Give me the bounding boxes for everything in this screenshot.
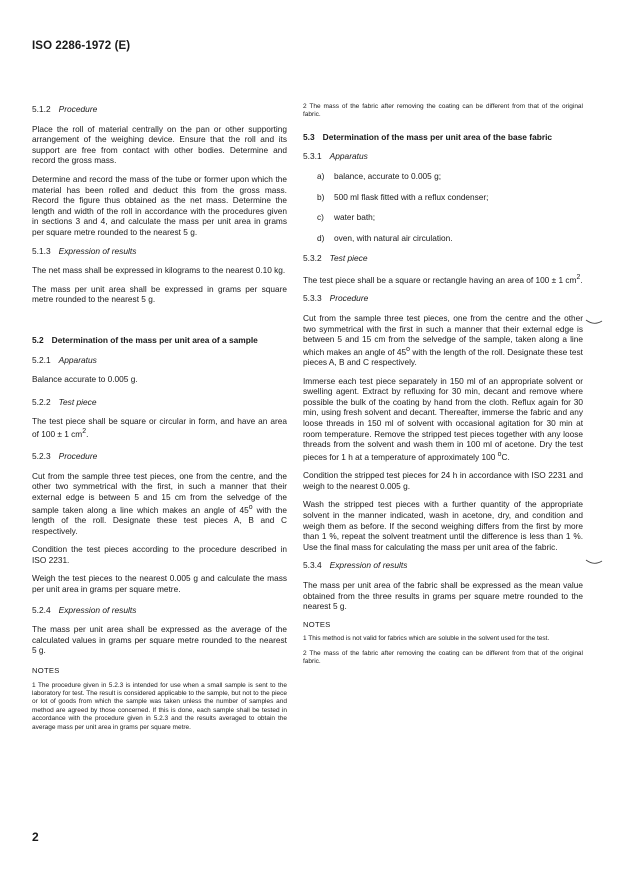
heading-number: 5.3.4 — [303, 560, 322, 571]
heading-5-3-2 — [303, 253, 583, 264]
list-text: oven, with natural air circulation. — [334, 232, 453, 243]
paragraph: Condition the stripped test pieces for 24 h in accordance with ISO 2231 and weigh to the nearest 0.005 g. — [303, 470, 583, 491]
paragraph: Weigh the test pieces to the nearest 0.005 g and calculate the mass per unit area in grams per square metre. — [32, 573, 287, 594]
heading-number: 5.2.3 — [32, 451, 51, 462]
list-item — [317, 171, 583, 182]
list-item — [317, 192, 583, 203]
paragraph: The net mass shall be expressed in kilograms to the nearest 0.10 kg. — [32, 265, 286, 276]
note: 2 The mass of the fabric after removing the coating can be different from that of the original fabric. — [303, 649, 583, 666]
note: 2 The mass of the fabric after removing the coating can be different from that of the original fabric. — [303, 103, 583, 119]
heading-number: 5.2.4 — [32, 604, 51, 615]
list-label: c) — [317, 212, 324, 223]
heading-number: 5.2 — [32, 334, 44, 345]
heading-5-2-4 — [32, 605, 287, 616]
notes-label: NOTES — [303, 619, 331, 629]
heading-5-3-3 — [303, 293, 583, 304]
heading-number: 5.1.2 — [32, 104, 51, 114]
margin-mark — [585, 318, 603, 326]
left-column — [32, 104, 287, 738]
heading-number: 5.2.1 — [32, 354, 51, 365]
list-label: a) — [317, 171, 325, 181]
paragraph: Place the roll of material centrally on the pan or other supporting arrangement of the weighing device. Ensure that the roll and its support are free from contact with other bodies. Determine and record the gross mass. — [32, 123, 287, 166]
paragraph: The test piece shall be square or circular in form, and have an area of 100 ± 1 $cm^2$. — [32, 416, 287, 439]
paragraph: Condition the test pieces according to the procedure described in ISO 2231. — [32, 544, 287, 565]
heading-5-1-3 — [32, 246, 287, 257]
heading-5-1-2 — [32, 104, 287, 115]
heading-title: Test piece — [58, 396, 97, 407]
notes-label: NOTES — [32, 665, 60, 675]
heading-number: 5.3.2 — [303, 253, 322, 264]
heading-number: 5.3 — [303, 131, 315, 142]
paragraph: Cut from the sample three test pieces, one from the centre, and the other two symmetrical with the first, in such a manner that their external edge is between 5 and 15 cm from the selvedge of the sample taken along a line which makes an angle of 45$^o$ with the length of the roll. Designate these test pieces A, B and C respectively. — [32, 470, 287, 536]
list-text: 500 ml flask fitted with a reflux condenser; — [334, 191, 489, 202]
paragraph: Determine and record the mass of the tube or former upon which the material has been rolled and deduct this from the gross mass. Record the figure thus obtained as the net mass. Determine the length and width of the roll in accordance with the procedures given in sections 3 and 4, and calculate the mass per unit area in grams per square metre rounded to the nearest 5 g. — [32, 173, 287, 237]
heading-title: Test piece — [329, 253, 368, 264]
margin-mark — [585, 558, 603, 566]
heading-title: Determination of the mass per unit area of a sample — [51, 334, 258, 345]
paragraph: Wash the stripped test pieces with a further quantity of the appropriate solvent in the manner indicated, wash in acetone, dry, and condition and weigh them as before. If the second weighing differs from the first by more than 1 %, repeat the solvent treatment until the difference is less than 1 %. Use the final mass for calculating the mass per unit area of the fabric. — [303, 499, 583, 552]
heading-5-3 — [303, 132, 583, 143]
apparatus-list — [303, 171, 583, 243]
list-label: b) — [317, 191, 325, 202]
heading-number: 5.1.3 — [32, 245, 51, 256]
heading-5-2 — [32, 335, 287, 346]
heading-title: Apparatus — [58, 354, 97, 365]
heading-title: Determination of the mass per unit area of the base fabric — [322, 131, 553, 142]
heading-5-2-1 — [32, 355, 287, 366]
heading-5-2-3 — [32, 451, 287, 462]
heading-title: Expression of results — [58, 245, 137, 256]
heading-title: Procedure — [58, 451, 98, 462]
list-text: water bath; — [334, 212, 376, 223]
heading-number: 5.2.2 — [32, 396, 51, 407]
heading-5-3-4 — [303, 560, 583, 571]
heading-number: 5.3.1 — [303, 151, 322, 162]
paragraph: The test piece shall be a square or rectangle having an area of 100 ± 1 $cm^2$. — [303, 273, 583, 285]
list-item — [317, 212, 583, 223]
heading-5-2-2 — [32, 397, 287, 408]
paragraph: The mass per unit area shall be expressed in grams per square metre rounded to the nearest 5 g. — [32, 283, 287, 305]
heading-title: Expression of results — [329, 560, 408, 571]
list-label: d) — [317, 232, 325, 243]
right-column — [303, 103, 583, 673]
paragraph: The mass per unit area of the fabric shall be expressed as the mean value obtained from the three results in grams per square metre rounded to the nearest 5 g. — [303, 579, 583, 612]
note: 1 This method is not valid for fabrics which are soluble in the solvent used for the test. — [303, 635, 550, 643]
list-text: balance, accurate to 0.005 g; — [334, 171, 442, 181]
paragraph: Immerse each test piece separately in 150 ml of an appropriate solvent or swelling agent. Extract by refluxing for 30 min, decant and remove where possible the bulk of the coating by hand from the cloth. Reflux again for 30 min, using fresh solvent and decant. Thereafter, immerse the fabric and any loose threads in 150 ml of solvent with occasional agitation for 30 min at room temperature. Remove the stripped test pieces together with any loose threads from the solvent and wash them in 100 ml of acetone. Dry the test pieces for 1 h at a temperature of approximately 100 $^o$C. — [303, 375, 583, 462]
heading-number: 5.3.3 — [303, 293, 322, 304]
note: 1 The procedure given in 5.2.3 is intended for use when a small sample is sent to the laboratory for test. The result is considered applicable to the sample, but not to the piece or lot of goods from which the sample was taken unless the number of samples and method are agreed by those concerned. If this is done, each sample shall be tested in accordance with the procedure given in 5.2.3 and the results averaged to obtain the average mass per unit area in grams per square metre. — [32, 681, 287, 731]
paragraph: Cut from the sample three test pieces, one from the centre and the other two symmetrical with the first in such a manner that their external edge is between 5 and 15 cm from the selvedge of the sample, taken along a line which makes an angle of 45$^o$ with the length of the roll. Designate these test pieces A, B and C respectively. — [303, 312, 583, 368]
page-number: 2 — [32, 830, 39, 844]
heading-title: Apparatus — [329, 151, 368, 162]
list-item — [317, 233, 583, 244]
paragraph: Balance accurate to 0.005 g. — [32, 374, 138, 385]
heading-title: Procedure — [329, 293, 369, 304]
heading-5-3-1 — [303, 151, 583, 162]
paragraph: The mass per unit area shall be expressed as the average of the calculated values in grams per square metre rounded to the nearest 5 g. — [32, 624, 287, 656]
heading-title: Expression of results — [58, 604, 137, 615]
document-header: ISO 2286-1972 (E) — [32, 40, 131, 52]
heading-title: Procedure — [58, 104, 98, 114]
